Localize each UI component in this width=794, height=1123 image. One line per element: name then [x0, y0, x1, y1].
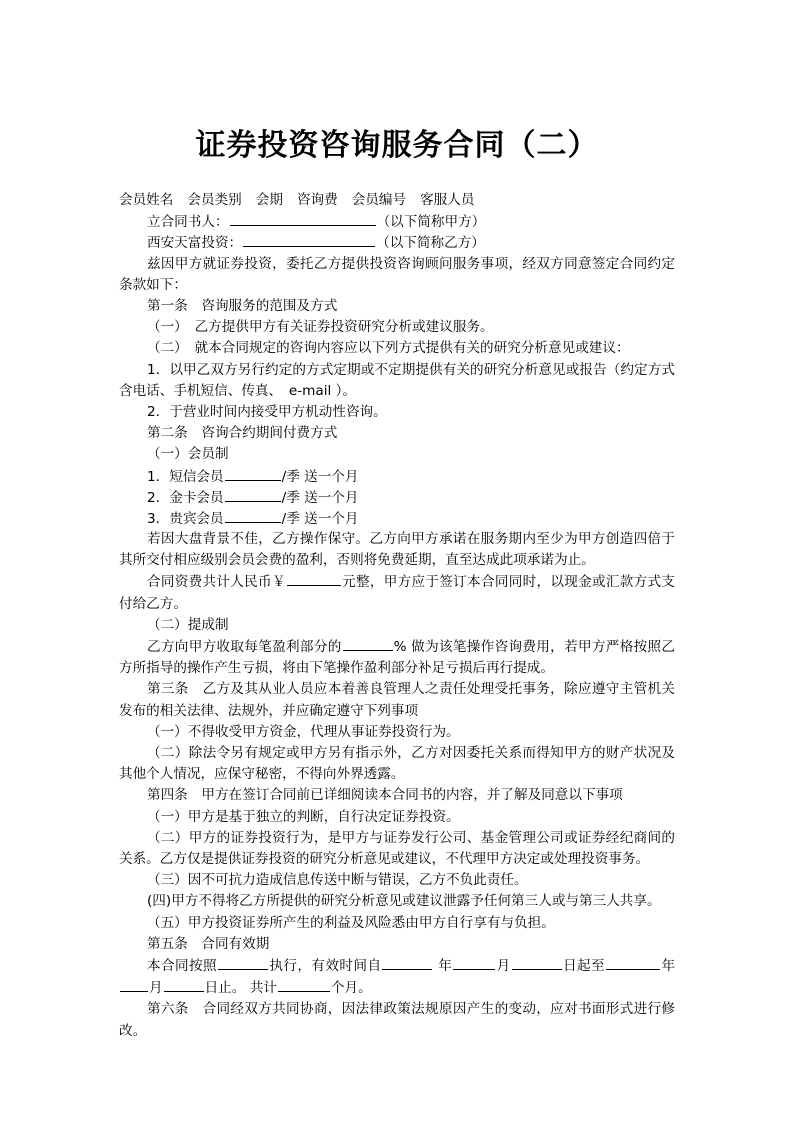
tier-gold-label: 2．金卡会员	[147, 489, 224, 506]
term-p8: 日止。 共计	[204, 980, 277, 997]
commission-heading: （二）提成制	[147, 616, 229, 633]
commission-suffix: % 做为该笔操作咨询费用，若甲方严格按照乙方所指导的操作产生亏损，将由下笔操作盈利部分补足亏损后再行提成。	[119, 639, 675, 677]
start-month-blank[interactable]	[453, 955, 495, 970]
term-p4: 月	[496, 958, 511, 974]
tier-gold	[119, 487, 675, 508]
start-day-blank[interactable]	[512, 955, 562, 970]
party-a-label: 立合同书人：	[147, 214, 229, 231]
member-info-header	[119, 190, 675, 211]
header-field-fee: 咨询费	[296, 192, 338, 208]
preamble: 兹因甲方就证券投资，委托乙方提供投资咨询顾问服务事项，经双方同意签定合同约定条款如下：	[119, 255, 675, 293]
total-months-blank[interactable]	[278, 977, 330, 992]
tier-sms-blank[interactable]	[225, 466, 281, 481]
end-day-blank[interactable]	[164, 977, 204, 992]
article1-item2: （二） 就本合同规定的咨询内容应以下列方式提供有关的研究分析意见或建议：	[147, 340, 630, 357]
article4-item5: （五）甲方投资证券所产生的利益及风险悉由甲方自行享有与负担。	[147, 914, 555, 931]
party-b-label: 西安天富投资：	[147, 235, 243, 252]
commission-prefix: 乙方向甲方收取每笔盈利部分的	[147, 639, 342, 656]
guarantee-paragraph: 若因大盘背景不佳，乙方操作保守。乙方向甲方承诺在服务期内至少为甲方创造四倍于其所交付相应级别会员会费的盈利，否则将免费延期，直至达成此项承诺为止。	[119, 531, 675, 569]
end-month-blank[interactable]	[120, 977, 148, 992]
party-a-note: （以下简称甲方）	[376, 214, 486, 231]
tier-vip-label: 3．贵宾会员	[147, 510, 224, 527]
article3-paragraph: 第三条 乙方及其从业人员应本着善良管理人之责任处理受托事务，除应遵守主管机关发布的相关法律、法规外，并应确定遵守下列事项	[119, 681, 675, 719]
header-field-category: 会员类别	[187, 192, 242, 208]
tier-sms	[119, 466, 675, 487]
tier-gold-suffix: /季 送一个月	[281, 489, 359, 506]
tier-sms-suffix: /季 送一个月	[281, 468, 359, 485]
fee-paragraph	[119, 571, 675, 614]
article5-term	[119, 955, 675, 999]
article4-item4: (四)甲方不得将乙方所提供的研究分析意见或建议泄露予任何第三人或与第三人共享。	[147, 893, 661, 910]
term-basis-blank[interactable]	[218, 955, 268, 970]
header-field-name: 会员姓名	[119, 192, 174, 208]
fee-suffix: 元整，甲方应于签订本合同同时，以现金或汇款方式支付给乙方。	[119, 574, 676, 612]
tier-vip-blank[interactable]	[225, 508, 281, 523]
fee-blank[interactable]	[287, 571, 341, 586]
term-p6: 年	[661, 958, 676, 974]
article1-sub1: 1．以甲乙双方另行约定的方式定期或不定期提供有关的研究分析意见或报告（约定方式含电话、手机短信、传真、 e-mail ）。	[119, 361, 675, 399]
document-title: 证券投资咨询服务合同（二）	[195, 128, 599, 163]
end-year-blank[interactable]	[606, 955, 660, 970]
tier-vip-suffix: /季 送一个月	[281, 510, 359, 527]
article4-item3: （三）因不可抗力造成信息传送中断与错误，乙方不负此责任。	[147, 872, 528, 889]
membership-heading: （一）会员制	[147, 446, 229, 463]
commission-paragraph	[119, 636, 675, 679]
article3-item2: （二）除法令另有规定或甲方另有指示外，乙方对因委托关系而得知甲方的财产状况及其他个人情况，应保守秘密，不得向外界透露。	[119, 745, 675, 783]
tier-sms-label: 1．短信会员	[147, 468, 224, 485]
tier-vip	[119, 508, 675, 529]
article5-heading: 第五条 合同有效期	[147, 935, 270, 952]
party-b-blank[interactable]	[243, 232, 375, 247]
article6-paragraph: 第六条 合同经双方共同协商，因法律政策法规原因产生的变动，应对书面形式进行修改。	[119, 1001, 675, 1039]
article2-heading: 第二条 咨询合约期间付费方式	[147, 425, 338, 442]
term-p1: 本合同按照	[147, 958, 218, 974]
start-year-blank[interactable]	[382, 955, 432, 970]
party-a-line	[119, 211, 675, 232]
party-b-note: （以下简称乙方）	[376, 235, 485, 252]
term-p9: 个月。	[330, 980, 372, 997]
header-field-service: 客服人员	[420, 192, 475, 208]
party-b-line	[119, 232, 675, 253]
article1-sub2: 2．于营业时间内接受甲方机动性咨询。	[147, 403, 387, 420]
article1-item1: （一） 乙方提供甲方有关证券投资研究分析或建议服务。	[147, 319, 494, 336]
header-field-number: 会员编号	[351, 192, 407, 208]
tier-gold-blank[interactable]	[225, 487, 281, 502]
fee-prefix: 合同资费共计人民币￥	[147, 574, 286, 591]
article4-heading: 第四条 甲方在签订合同前已详细阅读本合同书的内容，并了解及同意以下事项	[147, 787, 623, 804]
header-field-term: 会期	[255, 192, 283, 208]
term-p5: 日起至	[562, 958, 606, 974]
article4-item2: （二）甲方的证券投资行为，是甲方与证券发行公司、基金管理公司或证券经纪商间的关系。乙方仅是提供证券投资的研究分析意见或建议，不代理甲方决定或处理投资事务。	[119, 829, 675, 868]
commission-blank[interactable]	[343, 636, 393, 651]
party-a-blank[interactable]	[230, 211, 376, 226]
article4-item1: （一）甲方是基于独立的判断，自行决定证券投资。	[147, 808, 460, 825]
contract-body	[119, 190, 675, 1042]
term-p3: 年	[438, 958, 453, 974]
article3-item1: （一）不得收受甲方资金，代理从事证券投资行为。	[147, 723, 460, 740]
term-p2: 执行，有效时间自	[269, 958, 382, 974]
term-p7: 月	[149, 980, 163, 997]
article1-heading: 第一条 咨询服务的范围及方式	[147, 297, 338, 314]
